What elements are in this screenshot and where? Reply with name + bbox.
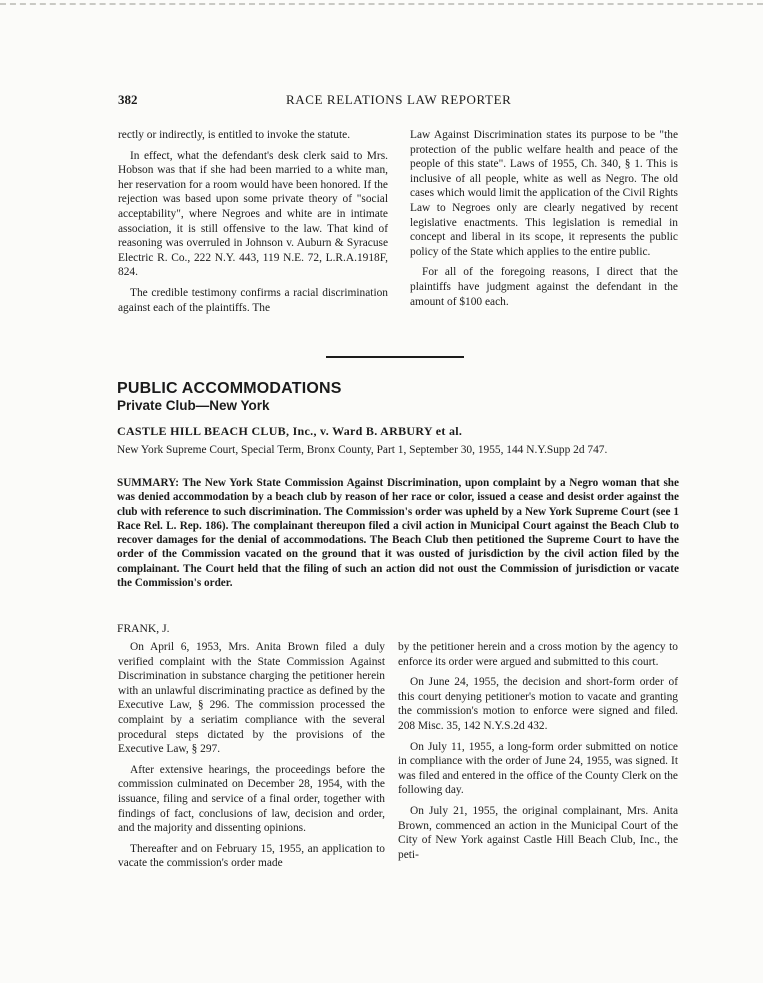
paragraph: Law Against Discrimination states its purpose to be "the protection of the public welfare health and peace of the people of this state". Laws of 1955, Ch. 340, § 1. This is inclusive of all people, white as well as Negro. The old cases which would limit the application of the Civil Rights Law to Negroes only are clearly negatived by recent legislative enactments. This legislation is remedial in concept and liberal in its scope, it represents the public policy of the State which applies to the entire public. [410, 129, 678, 258]
opinion-right-column [398, 640, 678, 868]
paragraph: In effect, what the defendant's desk clerk said to Mrs. Hobson was that if she had been married to a white man, her reservation for a room would have been honored. If the rejection was based upon some private theory of "social acceptability", where Negroes and white are in intimate association, it is still offensive to the law. That kind of reasoning was overruled in Johnson v. Auburn & Syracuse Electric R. Co., 222 N.Y. 443, 119 N.E. 72, L.R.A.1918F, 824. [118, 149, 388, 279]
right-column-top [410, 128, 678, 315]
case-citation: New York Supreme Court, Special Term, Bronx County, Part 1, September 30, 1955, 144 N.Y.Supp 2d 747. [117, 444, 608, 456]
paragraph: by the petitioner herein and a cross motion by the agency to enforce its order were argued and submitted to this court. [398, 641, 678, 668]
paragraph: For all of the foregoing reasons, I direct that the plaintiffs have judgment against the defendant in the amount of $100 each. [410, 266, 678, 308]
section-divider [326, 356, 464, 358]
paragraph: On July 21, 1955, the original complainant, Mrs. Anita Brown, commenced an action in the Municipal Court of the City of New York against Castle Hill Beach Club, Inc., the peti- [398, 804, 678, 861]
case-title: CASTLE HILL BEACH CLUB, Inc., v. Ward B. ARBURY et al. [117, 424, 463, 438]
section-subheading: Private Club—New York [117, 398, 270, 413]
paragraph: After extensive hearings, the proceedings before the commission culminated on December 28, 1954, with the issuance, filing and service of a final order, together with findings of fact, conclusions of law, decision and order, and the majority and dissenting opinions. [118, 763, 385, 835]
judge-name: FRANK, J. [117, 622, 170, 635]
running-head [118, 92, 683, 112]
opinion-left-column [118, 640, 385, 877]
paragraph: The credible testimony confirms a racial discrimination against each of the plaintiffs. The [118, 286, 388, 314]
paragraph: Thereafter and on February 15, 1955, an application to vacate the commission's order made [118, 842, 385, 870]
paragraph: On July 11, 1955, a long-form order submitted on notice in compliance with the order of June 24, 1955, was signed. It was filed and entered in the office of the County Clerk on the following day. [398, 740, 678, 797]
case-summary: SUMMARY: The New York State Commission Against Discrimination, upon complaint by a Negro woman that she was denied accommodation by a beach club by reason of her race or color, issued a cease and desist order against the club with reference to such discrimination. The Commission's order was upheld by a New York Supreme Court (see 1 Race Rel. L. Rep. 186). The complainant thereupon filed a civil action in Municipal Court against the Beach Club to recover damages for the denial of accommodations. The Beach Club then petitioned the Supreme Court to have the order of the Commission vacated on the ground that it was ousted of jurisdiction by the civil action filed by the complainant. The Court held that the filing of such an action did not oust the Commission of jurisdiction or vacate the Commission's order. [117, 477, 679, 590]
paragraph: On June 24, 1955, the decision and short-form order of this court denying petitioner's motion to vacate and granting the commission's motion to enforce were signed and filed. 208 Misc. 35, 142 N.Y.S.2d 432. [398, 676, 678, 732]
paragraph: rectly or indirectly, is entitled to invoke the statute. [118, 129, 351, 141]
journal-title: RACE RELATIONS LAW REPORTER [286, 92, 512, 107]
paragraph: On April 6, 1953, Mrs. Anita Brown filed a duly verified complaint with the State Commission Against Discrimination in substance charging the petitioner herein with an unlawful discriminating practice as defined by the Executive Law, § 296. The commission processed the complaint by a seriatim compliance with the several procedural steps dictated by the provisions of the Executive Law, § 297. [118, 641, 385, 756]
page-number: 382 [118, 92, 138, 107]
section-heading: PUBLIC ACCOMMODATIONS [117, 380, 342, 397]
left-column-top [118, 128, 388, 321]
